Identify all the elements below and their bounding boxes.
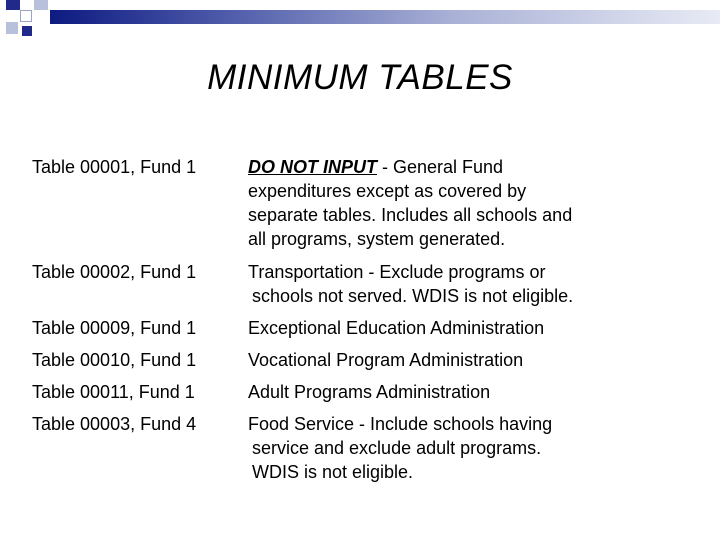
description-line: all programs, system generated. <box>248 229 506 249</box>
table-description <box>248 380 698 404</box>
table-label: Table 00009, Fund 1 <box>32 318 197 338</box>
description-line: separate tables. Includes all schools and <box>248 205 573 225</box>
description-line: WDIS is not eligible. <box>252 462 414 482</box>
header-gradient-bar <box>50 10 720 24</box>
table-label: Table 00002, Fund 1 <box>32 262 197 282</box>
description-line: - General Fund <box>377 157 504 177</box>
decor-square-5 <box>22 26 32 36</box>
do-not-input-emphasis: DO NOT INPUT <box>248 157 377 177</box>
decor-square-4 <box>6 22 18 34</box>
description-line: Adult Programs Administration <box>248 382 491 402</box>
table-label: Table 00001, Fund 1 <box>32 157 197 177</box>
table-description <box>248 348 698 372</box>
table-label: Table 00010, Fund 1 <box>32 350 197 370</box>
table-label: Table 00011, Fund 1 <box>32 382 195 402</box>
description-line: Transportation - Exclude programs or <box>248 262 546 282</box>
table-label: Table 00003, Fund 4 <box>32 414 197 434</box>
description-line: Food Service - Include schools having <box>248 414 553 434</box>
decor-square-1 <box>6 0 20 10</box>
table-description <box>248 155 698 251</box>
slide-title: MINIMUM TABLES <box>207 58 513 97</box>
description-line: Vocational Program Administration <box>248 350 524 370</box>
table-description <box>248 260 698 308</box>
table-description <box>248 412 698 484</box>
description-line: schools not served. WDIS is not eligible. <box>252 286 574 306</box>
description-line: expenditures except as covered by <box>248 181 527 201</box>
table-description <box>248 316 698 340</box>
decor-square-3 <box>34 0 48 10</box>
description-line: Exceptional Education Administration <box>248 318 545 338</box>
description-line: service and exclude adult programs. <box>252 438 542 458</box>
decor-square-2 <box>20 10 32 22</box>
